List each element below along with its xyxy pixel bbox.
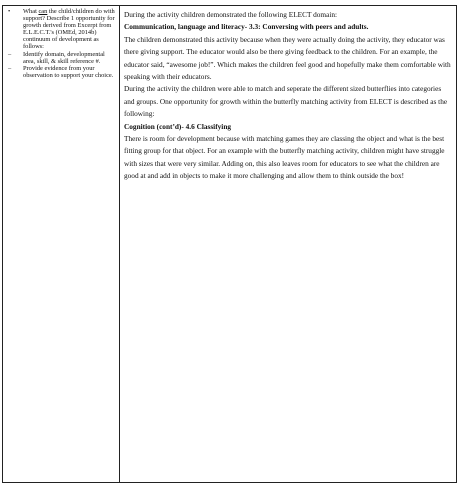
- dash-marker: –: [8, 50, 12, 58]
- response-paragraph-3: There is room for development because with matching games they are classing the object and what is the best fitting group for that object. For an example with the butterfly matching activity, children might have struggle with sizes that were very similar. Adding on, this also leaves room for educators to see what the children are good at and add in objects to make it more challenging and allow them to think outside the box!: [124, 134, 445, 181]
- prompt-item-evidence-text: Provide evidence from your observation to support your choice.: [23, 64, 114, 79]
- domain-heading-communication: Communication, language and literacy- 3.3: Conversing with peers and adults.: [124, 22, 369, 32]
- assessment-table: [2, 5, 457, 483]
- prompt-item-identify: [5, 51, 116, 65]
- response-column: [120, 6, 456, 482]
- prompt-item-identify-text: Identify domain, developmental area, skill, & skill reference #.: [23, 50, 105, 65]
- prompt-item-support-underlined: can: [38, 8, 48, 15]
- response-paragraph-2: During the activity the children were able to match and seperate the different sized butterflies into categories and groups. One opportunity for growth within the butterfly matching activity from ELECT is described as the following:: [124, 84, 448, 119]
- prompt-list: [5, 8, 116, 79]
- prompt-item-support-post: the child/children do with support? Describe 1 opportunity for growth derived from Excerpt from E.L.E.C.T.'s (OMEd, 2014b) continuum of development as follows:: [23, 8, 115, 51]
- domain-heading-cognition: Cognition (cont’d)- 4.6 Classifying: [124, 121, 232, 131]
- prompt-item-evidence: [5, 65, 116, 79]
- bullet-marker: •: [8, 8, 11, 15]
- dash-marker: –: [8, 64, 12, 72]
- prompt-item-support: [5, 8, 116, 51]
- response-intro: During the activity children demonstrated the following ELECT domain:: [124, 10, 338, 19]
- prompt-item-support-pre: What: [23, 8, 39, 15]
- response-paragraph-1: The children demonstrated this activity because when they were actually doing the activity, they educator was there giving support. The educator would also be there giving feedback to the children. For an example, the educator said, “awesome job!”. Which makes the children feel good and hopefully make them comfortable with speaking with their educators.: [124, 34, 451, 82]
- prompt-column: [3, 6, 120, 482]
